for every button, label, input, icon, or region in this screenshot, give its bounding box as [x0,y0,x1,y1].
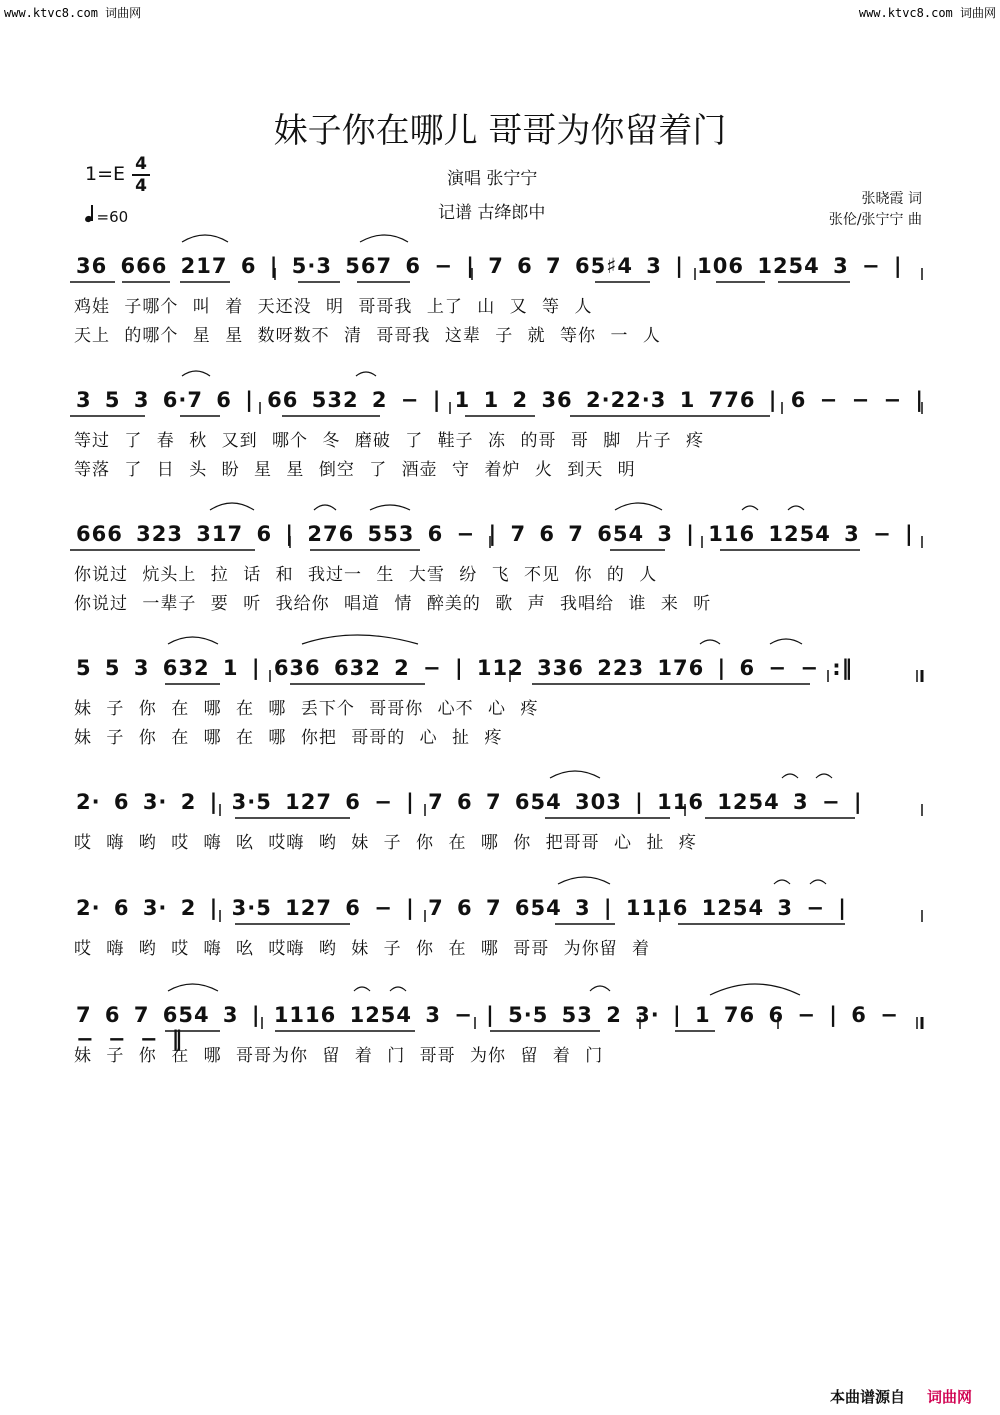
composer-credit: 张伦/张宁宁 曲 [828,212,922,228]
lyric-verse-1: 妹 子 你 在 哪 在 哪 丢下个 哥哥你 心不 心 疼 [74,699,539,719]
time-signature-bottom: 4 [135,176,147,196]
notation-line [70,254,930,294]
score-system-6 [70,896,930,976]
time-signature [130,154,152,196]
notes-row: 666 323 317 6 | 276 553 6 − | 7 6 7 654 3 | 116 1254 3 − | [76,522,914,546]
lyric-verse-2: 妹 子 你 在 哪 在 哪 你把 哥哥的 心 扯 疼 [74,728,503,748]
lyric-verse-2: 你说过 一辈子 要 听 我给你 唱道 情 醉美的 歌 声 我唱给 谁 来 听 [74,594,712,614]
notes-row: 36 666 217 6 | 5·3 567 6 − | 7 6 7 65♯4 3 | 106 1254 3 − | [76,254,903,278]
footer-brand-logo[interactable]: 词曲网 [926,1388,972,1406]
tempo-marking: =60 [85,205,128,226]
transcriber-credit: 记谱 古绛郎中 [438,203,546,223]
song-title: 妹子你在哪儿 哥哥为你留着门 [273,111,727,151]
notation-line [70,388,930,428]
lyric-verse-2: 等落 了 日 头 盼 星 星 倒空 了 酒壶 守 着炉 火 到天 明 [74,460,636,480]
notes-row: 2· 6 3· 2 | 3·5 127 6 − | 7 6 7 654 3 | 1116 1254 3 − | [76,896,847,920]
score-system-2 [70,388,930,488]
watermark-left: www.ktvc8.com 词曲网 [4,6,142,20]
score-system-7 [70,1003,930,1083]
key-signature: 1=E [85,163,126,185]
lyric-verse-1: 你说过 炕头上 拉 话 和 我过一 生 大雪 纷 飞 不见 你 的 人 [74,565,658,585]
notes-row: 5 5 3 632 1 | 636 632 2 − | 112 336 223 176 | 6 − − :‖ [76,656,854,680]
score-system-4 [70,656,930,756]
quarter-note-icon [84,215,93,223]
notes-row: 2· 6 3· 2 | 3·5 127 6 − | 7 6 7 654 303 | 116 1254 3 − | [76,790,863,814]
lyric-verse-1: 鸡娃 子哪个 叫 着 天还没 明 哥哥我 上了 山 又 等 人 [74,297,593,317]
notes-row: 3 5 3 6·7 6 | 66 532 2 − | 1 1 2 36 2·22·3 1 776 | 6 − − − | [76,388,925,412]
lyric-verse-1: 哎 嗨 哟 哎 嗨 吆 哎嗨 哟 妹 子 你 在 哪 哥哥 为你留 着 [74,939,651,959]
time-signature-top: 4 [135,154,147,174]
score-system-5 [70,790,930,870]
notation-line [70,656,930,696]
lyricist-credit: 张晓霞 词 [861,191,922,207]
score-system-3 [70,522,930,622]
score-system-1 [70,254,930,354]
notation-line [70,1003,930,1051]
notation-line [70,790,930,830]
footer-source [830,1386,972,1407]
lyric-verse-2: 天上 的哪个 星 星 数呀数不 清 哥哥我 这辈 子 就 等你 一 人 [74,326,661,346]
lyric-verse-1: 等过 了 春 秋 又到 哪个 冬 磨破 了 鞋子 冻 的哥 哥 脚 片子 疼 [74,431,705,451]
notation-line [70,522,930,562]
lyric-verse-1: 妹 子 你 在 哪 哥哥为你 留 着 门 哥哥 为你 留 着 门 [74,1046,604,1066]
notation-line [70,896,930,936]
footer-source-text: 本曲谱源自 [829,1388,905,1406]
lyric-verse-1: 哎 嗨 哟 哎 嗨 吆 哎嗨 哟 妹 子 你 在 哪 你 把哥哥 心 扯 疼 [74,833,697,853]
notes-row: 7 6 7 654 3 | 1116 1254 3 − | 5·5 53 2 3· | 1 76 6 − | 6 − − − − ‖ [76,1003,899,1051]
watermark-right: www.ktvc8.com 词曲网 [858,6,996,20]
singer-credit: 演唱 张宁宁 [447,169,538,189]
